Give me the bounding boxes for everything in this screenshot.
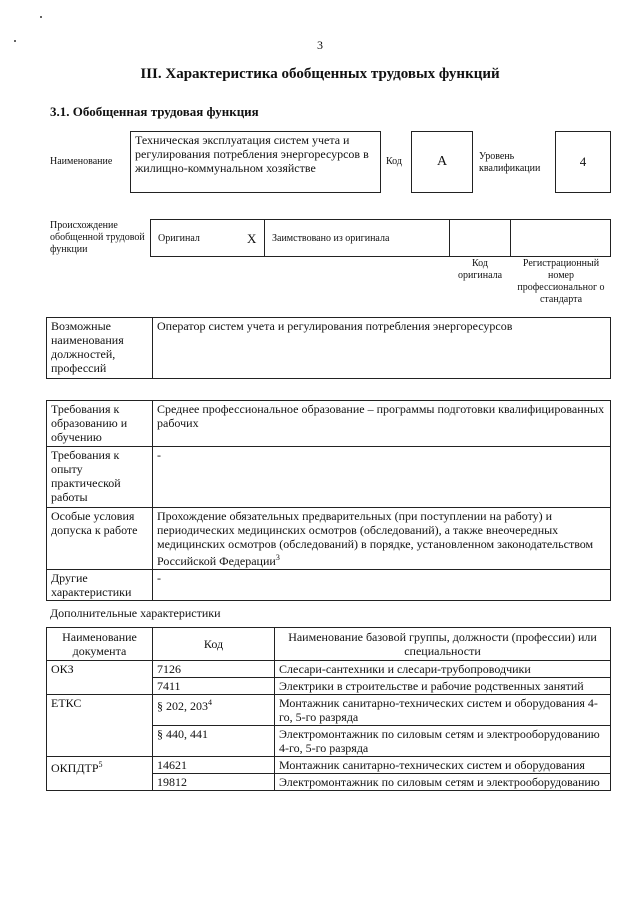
original-box — [150, 219, 265, 257]
code-cell — [153, 695, 275, 726]
scan-speck — [40, 16, 42, 18]
section-title: III. Характеристика обобщенных трудовых функций — [140, 66, 500, 82]
code-text: § 202, 203 — [157, 699, 208, 713]
function-name-value: Техническая эксплуатация систем учета и регулирования потребления энергоресурсов в жилищно-коммунальном хозяйстве — [135, 133, 369, 175]
level-label: Уровень квалификации — [479, 151, 541, 174]
level-value-box — [555, 131, 611, 193]
requirement-value-text: Прохождение обязательных предварительных (при поступлении на работу) и периодических медицинских осмотров (обследований), а также внеочередных медицинских осмотров (обследований) в порядке, установленном законодательством Российской Федерации — [157, 509, 594, 568]
borrowed-label: Заимствовано из оригинала — [272, 233, 390, 244]
table-header-row — [47, 628, 611, 661]
page-number: 3 — [317, 38, 323, 52]
requirement-label: Другие характеристики — [47, 570, 153, 601]
origin-label: Происхождение обобщенной трудовой функции — [50, 220, 145, 255]
name-cell: Монтажник санитарно-технических систем и оборудования — [275, 757, 611, 774]
requirement-value: - — [153, 447, 611, 508]
requirement-label: Требования к образованию и обучению — [47, 401, 153, 447]
code-value: А — [436, 154, 448, 169]
table-row — [47, 695, 611, 726]
original-label: Оригинал — [158, 233, 200, 244]
table-row — [47, 447, 611, 508]
table-row — [47, 661, 611, 678]
requirement-value: Среднее профессиональное образование – программы подготовки квалифицированных рабочих — [153, 401, 611, 447]
table-row — [47, 570, 611, 601]
reg-number-box — [510, 219, 611, 257]
code-cell: 7126 — [153, 661, 275, 678]
header-code: Код — [153, 628, 275, 661]
positions-label: Возможные наименования должностей, профессий — [47, 318, 153, 379]
name-cell: Электромонтажник по силовым сетям и электрооборудованию 4-го, 5-го разряда — [275, 726, 611, 757]
footnote-ref: 3 — [275, 553, 280, 562]
additional-caption: Дополнительные характеристики — [50, 606, 221, 620]
code-cell: 7411 — [153, 678, 275, 695]
function-name-box — [130, 131, 381, 193]
name-cell: Монтажник санитарно-технических систем и оборудования 4-го, 5-го разряда — [275, 695, 611, 726]
header-doc: Наименование документа — [47, 628, 153, 661]
requirement-value — [153, 508, 611, 570]
origin-code-box — [449, 219, 511, 257]
requirement-value: - — [153, 570, 611, 601]
additional-table — [46, 627, 611, 791]
name-cell: Электромонтажник по силовым сетям и электрооборудованию — [275, 774, 611, 791]
footnote-ref: 4 — [208, 698, 212, 707]
name-cell: Электрики в строительстве и рабочие родственных занятий — [275, 678, 611, 695]
doc-cell: ОКЗ — [47, 661, 153, 695]
code-value-box — [411, 131, 473, 193]
requirements-table — [46, 400, 611, 601]
original-mark: X — [247, 231, 257, 246]
code-label: Код — [386, 156, 402, 167]
subsection-title: 3.1. Обобщенная трудовая функция — [50, 104, 259, 119]
code-cell: § 440, 441 — [153, 726, 275, 757]
name-label: Наименование — [50, 156, 113, 167]
doc-cell: ЕТКС — [47, 695, 153, 757]
code-cell: 19812 — [153, 774, 275, 791]
positions-table — [46, 317, 611, 379]
reg-number-caption: Регистрационный номер профессиональног о стандарта — [517, 258, 605, 305]
level-value: 4 — [579, 154, 587, 169]
requirement-label: Требования к опыту практической работы — [47, 447, 153, 508]
positions-value: Оператор систем учета и регулирования потребления энергоресурсов — [153, 318, 611, 379]
table-row — [47, 508, 611, 570]
header-name: Наименование базовой группы, должности (профессии) или специальности — [275, 628, 611, 661]
table-row — [47, 757, 611, 774]
footnote-ref: 5 — [98, 760, 103, 769]
name-cell: Слесари-сантехники и слесари-трубопроводчики — [275, 661, 611, 678]
origin-code-caption: Код оригинала — [457, 258, 503, 281]
borrowed-box — [264, 219, 450, 257]
doc-text: ОКПДТР — [51, 761, 99, 775]
code-cell: 14621 — [153, 757, 275, 774]
requirement-label: Особые условия допуска к работе — [47, 508, 153, 570]
table-row — [47, 401, 611, 447]
doc-cell — [47, 757, 153, 791]
table-row — [47, 318, 611, 379]
